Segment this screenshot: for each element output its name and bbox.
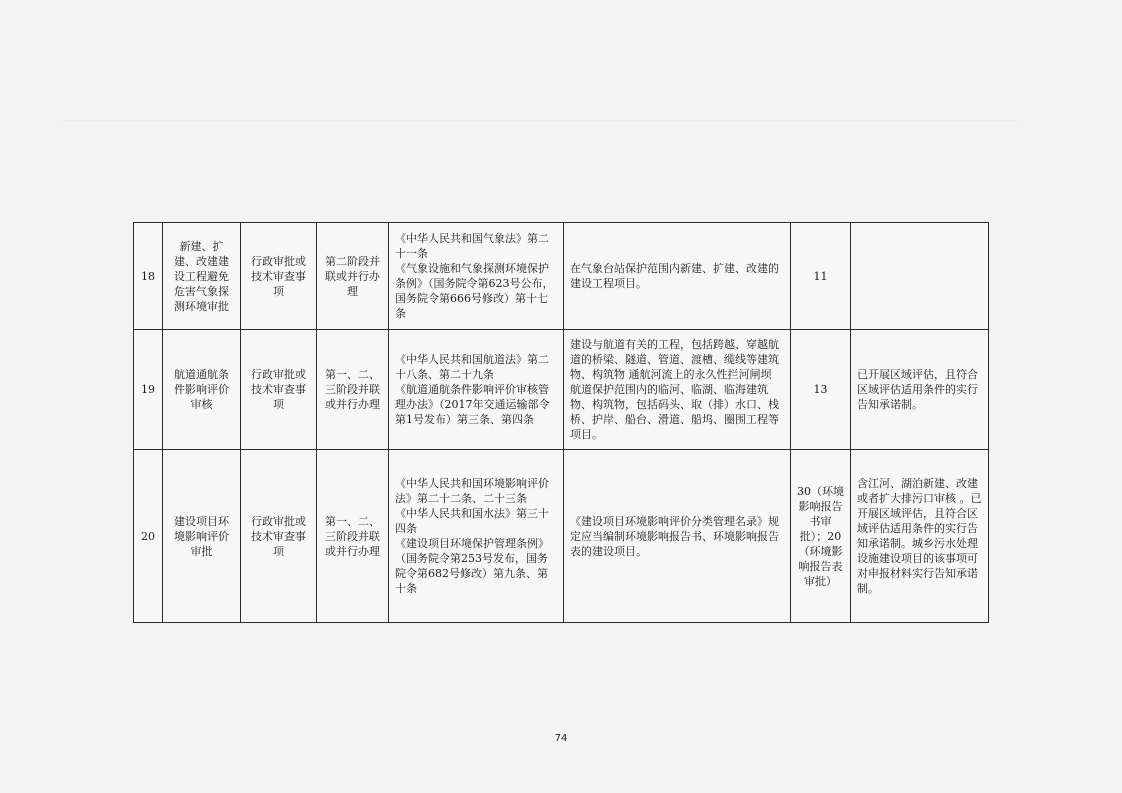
- applicable-scope: 《建设项目环境影响评价分类管理名录》规定应当编制环境影响报告书、环境影响报告表的建设项目。: [564, 450, 791, 623]
- processing-stage: 第二阶段并联或并行办理: [317, 223, 389, 330]
- processing-days: 13: [791, 330, 851, 450]
- table-row: [134, 330, 989, 450]
- row-number: 20: [134, 450, 163, 623]
- item-name: 新建、扩建、改建建设工程避免危害气象探测环境审批: [163, 223, 241, 330]
- legal-basis-text: 《中华人民共和国环境影响评价法》第二十二条、二十三条 《中华人民共和国水法》第三十四条 《建设项目环境保护管理条例》（国务院令第253号发布，国务院令第682号修改）第九条、第十条: [395, 477, 549, 595]
- processing-days: 30（环境影响报告书审批）；20（环境影响报告表审批）: [791, 450, 851, 623]
- remarks: [851, 223, 989, 330]
- row-number: 18: [134, 223, 163, 330]
- remarks: 含江河、湖泊新建、改建或者扩大排污口审核 。已开展区域评估，且符合区域评估适用条件的实行告知承诺制。城乡污水处理设施建设项目的该事项可对申报材料实行告知承诺制。: [851, 450, 989, 623]
- applicable-scope: 建设与航道有关的工程，包括跨越、穿越航道的桥梁、隧道、管道、渡槽、缆线等建筑物、构筑物 通航河流上的永久性拦河闸坝 航道保护范围内的临河、临湖、临海建筑物、构筑物，包括码头、取（排）水口、栈桥、护岸、船台、滑道、船坞、圈围工程等项目。: [564, 330, 791, 450]
- legal-basis: [389, 450, 564, 623]
- item-name: 建设项目环境影响评价审批: [163, 450, 241, 623]
- page-number: 74: [554, 733, 568, 744]
- row-number: 19: [134, 330, 163, 450]
- legal-basis-text: 《中华人民共和国气象法》第二十一条 《气象设施和气象探测环境保护条例》（国务院令第623号公布，国务院令第666号修改）第十七条: [395, 232, 554, 320]
- page-edge-line: [60, 120, 1020, 121]
- remarks: 已开展区域评估，且符合区域评估适用条件的实行告知承诺制。: [851, 330, 989, 450]
- item-type: 行政审批或技术审查事项: [241, 223, 317, 330]
- item-name: 航道通航条件影响评价审核: [163, 330, 241, 450]
- legal-basis: [389, 330, 564, 450]
- applicable-scope: 在气象台站保护范围内新建、扩建、改建的建设工程项目。: [564, 223, 791, 330]
- item-type: 行政审批或技术审查事项: [241, 330, 317, 450]
- processing-stage: 第一、二、三阶段并联或并行办理: [317, 450, 389, 623]
- approval-items-table: [133, 222, 989, 623]
- processing-days: 11: [791, 223, 851, 330]
- table-row: [134, 450, 989, 623]
- item-type: 行政审批或技术审查事项: [241, 450, 317, 623]
- legal-basis: [389, 223, 564, 330]
- legal-basis-text: 《中华人民共和国航道法》第二十八条、第二十九条 《航道通航条件影响评价审核管理办法》（2017年交通运输部令第1号发布）第三条、第四条: [395, 353, 550, 426]
- table-row: [134, 223, 989, 330]
- processing-stage: 第一、二、三阶段并联或并行办理: [317, 330, 389, 450]
